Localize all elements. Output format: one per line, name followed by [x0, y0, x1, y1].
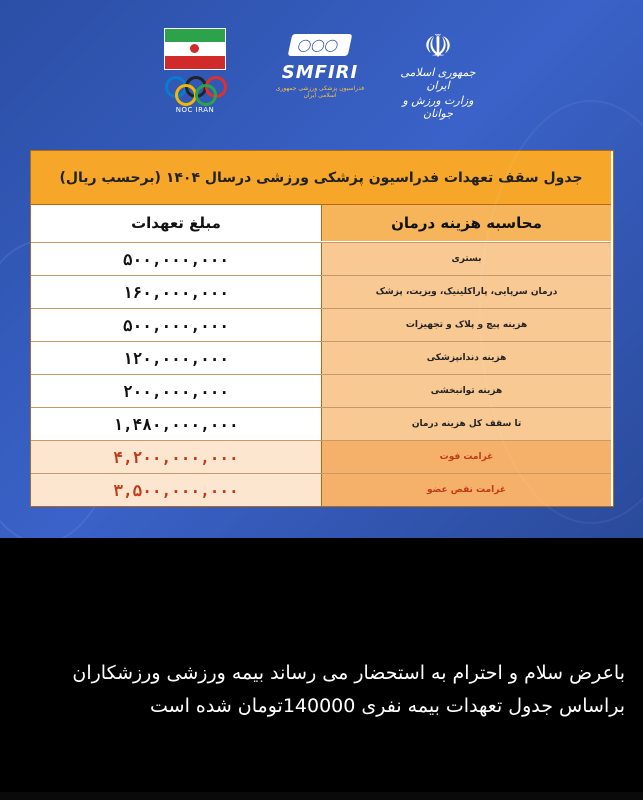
ministry-logo — [388, 28, 488, 120]
table-row — [31, 308, 611, 341]
gov-line-1: جمهوری اسلامی ایران — [400, 66, 476, 92]
message-caption: باعرض سلام و احترام به استحضار می رساند بیمه ورزشی ورزشکاران براساس جدول تعهدات بیمه نفری 140000تومان شده است — [72, 662, 625, 717]
amount-cell: ۱۶۰,۰۰۰,۰۰۰ — [31, 276, 322, 308]
amount-cell: ۱,۴۸۰,۰۰۰,۰۰۰ — [31, 408, 322, 440]
iran-olympic-logo — [160, 28, 230, 114]
smfiri-subtitle: فدراسیون پزشکی ورزشی جمهوری اسلامی ایران — [275, 85, 365, 99]
item-cell: غرامت نقص عضو — [322, 474, 611, 506]
amount-cell: ۱۲۰,۰۰۰,۰۰۰ — [31, 342, 322, 374]
smfiri-logo — [270, 28, 370, 99]
amount-cell: ۳,۵۰۰,۰۰۰,۰۰۰ — [31, 474, 322, 506]
smfiri-title: SMFIRI — [281, 62, 359, 83]
table-title-text: جدول سقف تعهدات فدراسیون پزشکی ورزشی درسال ۱۴۰۴ (برحسب ریال) — [59, 169, 583, 186]
table-row — [31, 242, 611, 275]
item-cell: هزینه توانبخشی — [322, 375, 611, 407]
table-row — [31, 374, 611, 407]
gov-line-2: وزارت ورزش و جوانان — [402, 94, 474, 120]
item-cell: غرامت فوت — [322, 441, 611, 473]
amount-cell: ۵۰۰,۰۰۰,۰۰۰ — [31, 243, 322, 275]
bottom-bar — [0, 792, 643, 800]
table-row-highlight — [31, 473, 611, 506]
logo-header — [0, 0, 643, 145]
item-cell: درمان سرپایی، پاراکلینیک، ویزیت، پزشک — [322, 276, 611, 308]
item-cell: بستری — [322, 243, 611, 275]
amount-cell: ۴,۲۰۰,۰۰۰,۰۰۰ — [31, 441, 322, 473]
coverage-table — [30, 150, 614, 507]
amount-cell: ۵۰۰,۰۰۰,۰۰۰ — [31, 309, 322, 341]
column-header-amount: مبلغ تعهدات — [31, 205, 322, 241]
item-cell: هزینه پیچ و پلاک و تجهیزات — [322, 309, 611, 341]
item-cell: تا سقف کل هزینه درمان — [322, 408, 611, 440]
olympic-rings-icon — [165, 76, 225, 104]
table-title — [31, 151, 611, 205]
item-cell: هزینه دندانپزشکی — [322, 342, 611, 374]
table-row-highlight — [31, 440, 611, 473]
column-header-item: محاسبه هزینه درمان — [322, 205, 611, 241]
olympic-caption: NOC IRAN — [175, 106, 215, 114]
table-row — [31, 407, 611, 440]
amount-cell: ۲۰۰,۰۰۰,۰۰۰ — [31, 375, 322, 407]
iran-flag-icon — [164, 28, 226, 70]
iran-emblem-icon: ☫ — [423, 27, 453, 65]
table-row — [31, 275, 611, 308]
table-row — [31, 341, 611, 374]
smfiri-flag-icon: ◯◯◯ — [288, 34, 353, 56]
